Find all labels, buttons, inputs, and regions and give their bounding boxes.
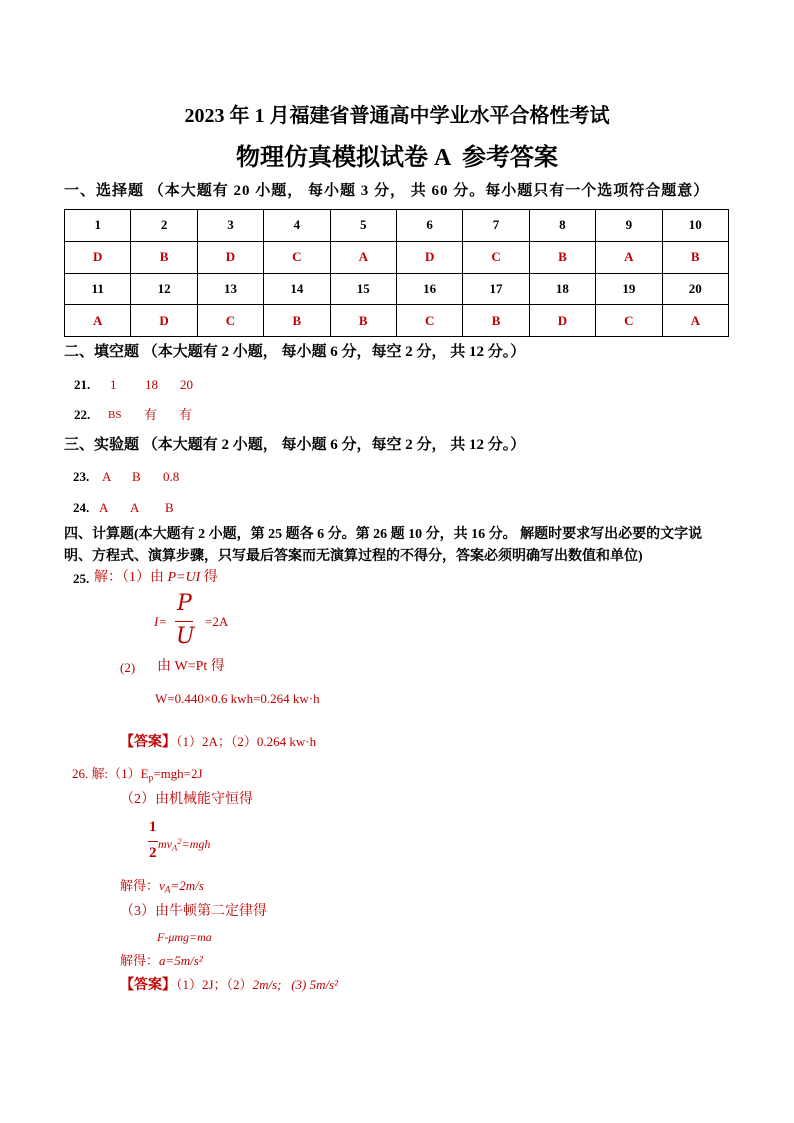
choice-answer: B (662, 241, 728, 273)
choice-answer: C (197, 305, 263, 337)
question-number: 26. (72, 766, 89, 781)
question-number: 20 (662, 273, 728, 305)
q26-result1 (120, 879, 204, 896)
question-number: 24. (73, 500, 90, 515)
q26-result2-value: a=5m/s² (159, 953, 203, 968)
q25-step2-calc: W=0.440×0.6 kwh=0.264 kw·h (155, 691, 320, 706)
choice-answer: B (264, 305, 330, 337)
blank-answer: 1 (110, 377, 117, 392)
question-number: 3 (197, 210, 263, 242)
question-number: 19 (596, 273, 662, 305)
question-number: 17 (463, 273, 529, 305)
q25-fraction-result: =2A (205, 614, 229, 629)
q26-step3-text: （3）由牛顿第二定律得 (120, 904, 267, 919)
choice-answer: A (596, 241, 662, 273)
choice-answer: C (463, 241, 529, 273)
choice-answer: D (396, 241, 462, 273)
paper-subtitle: 物理仿真模拟试卷 A 参考答案 (235, 145, 558, 171)
q25-answer (120, 735, 316, 750)
q26-step2-text: （2）由机械能守恒得 (120, 792, 253, 807)
question-number: 21. (74, 377, 91, 392)
blank-answer: A (130, 500, 140, 515)
choice-answer: B (529, 241, 595, 273)
q25-step2-label: (2) (120, 660, 136, 675)
q26-step1 (72, 767, 203, 784)
blank-answer: BS (108, 409, 122, 421)
blank-answer: 20 (180, 377, 193, 392)
question-number: 23. (73, 469, 90, 484)
q26-eq-sub: A (172, 842, 178, 853)
q25-step1-suffix: 得 (200, 570, 218, 585)
question-number: 4 (264, 210, 330, 242)
choice-answer: A (330, 241, 396, 273)
q25-fraction-lhs: I= (154, 614, 168, 629)
choice-answer: C (596, 305, 662, 337)
q25-fraction-denominator: U (176, 624, 195, 649)
q26-result1-value: =2m/s (170, 878, 204, 893)
question-number: 2 (131, 210, 197, 242)
question-number: 16 (396, 273, 462, 305)
choice-answer: B (463, 305, 529, 337)
exam-title: 2023 年 1 月福建省普通高中学业水平合格性考试 (184, 105, 610, 127)
q26-result1-sub: A (164, 885, 171, 896)
q25-step2-text: 由 W=Pt 得 (157, 659, 225, 674)
question-number: 6 (396, 210, 462, 242)
section-calculation-heading-cont: 明、方程式、演算步骤，只写最后答案而无演算过程的不得分，答案必须明确写出数值和单位) (64, 549, 643, 564)
blank-answer: A (99, 500, 109, 515)
question-number: 7 (463, 210, 529, 242)
choice-answer: D (65, 241, 131, 273)
q26-result1-var: v (159, 878, 165, 893)
table-row (65, 305, 729, 337)
section-experiment-heading: 三、实验题 （本大题有 2 小题， 每小题 6 分，每空 2 分， 共 12 分。） (64, 437, 526, 453)
q26-step1-suffix: =mgh=2J (153, 766, 203, 781)
q26-answer-text: （1）2J；（2） (176, 977, 253, 992)
blank-answer: 有 (144, 407, 158, 422)
choice-answer: D (197, 241, 263, 273)
choice-answer: A (662, 305, 728, 337)
q26-eq-sup: 2 (177, 836, 182, 846)
question-number: 9 (596, 210, 662, 242)
question-number: 15 (330, 273, 396, 305)
q25-step1 (94, 571, 218, 585)
question-number: 1 (65, 210, 131, 242)
q26-result2-prefix: 解得： (120, 953, 160, 968)
question-number: 12 (131, 273, 197, 305)
q26-fraction-denominator: 2 (149, 845, 157, 861)
question-number: 10 (662, 210, 728, 242)
question-number: 25. (73, 571, 90, 586)
question-number: 18 (529, 273, 595, 305)
blank-answer: 18 (145, 377, 158, 392)
choice-answer: B (131, 241, 197, 273)
section-choice-heading: 一、选择题 （本大题有 20 小题， 每小题 3 分， 共 60 分。每小题只有一个选项符合题意） (64, 183, 710, 199)
answer-label: 【答案】 (120, 978, 176, 993)
q26-eq-mv: mv (158, 836, 172, 851)
q26-answer-italic: 2m/s; (3) 5m/s² (252, 977, 339, 992)
q25-answer-text: （1）2A；（2）0.264 kw·h (176, 734, 317, 749)
choice-answer: A (65, 305, 131, 337)
choice-answer-table (64, 209, 729, 337)
blank-answer: A (102, 469, 112, 484)
choice-answer: C (264, 241, 330, 273)
choice-answer: D (131, 305, 197, 337)
q25-fraction-bar (175, 621, 193, 622)
section-calculation-heading: 四、计算题(本大题有 2 小题，第 25 题各 6 分。第 26 题 10 分，共 16 分。 解题时要求写出必要的文字说 (64, 527, 703, 542)
section-fill-heading: 二、填空题 （本大题有 2 小题， 每小题 6 分，每空 2 分， 共 12 分。） (64, 344, 526, 360)
question-number: 8 (529, 210, 595, 242)
q26-energy-equation (158, 837, 210, 852)
blank-answer: B (132, 469, 141, 484)
q26-fraction-numerator: 1 (149, 819, 157, 835)
blank-answer: 0.8 (163, 469, 180, 484)
q25-step1-formula: P=UI (167, 570, 201, 585)
q26-result2 (120, 954, 203, 967)
choice-answer: B (330, 305, 396, 337)
question-number: 14 (264, 273, 330, 305)
question-number: 13 (197, 273, 263, 305)
q26-step1-prefix: 解:（1）E (88, 766, 149, 781)
q26-fraction-bar (148, 841, 158, 842)
blank-answer: 有 (179, 407, 193, 422)
q26-eq-rhs: =mgh (181, 836, 211, 851)
question-number: 5 (330, 210, 396, 242)
question-number: 11 (65, 273, 131, 305)
blank-answer: B (165, 500, 174, 515)
q26-answer (120, 978, 338, 993)
table-row (65, 241, 729, 273)
q26-step1-sub: p (148, 773, 154, 784)
question-number: 22. (74, 407, 91, 422)
choice-answer: D (529, 305, 595, 337)
table-row (65, 210, 729, 242)
q26-result1-prefix: 解得： (120, 878, 160, 893)
answer-label: 【答案】 (120, 735, 176, 750)
q26-step3-equation: F-μmg=ma (157, 930, 212, 944)
q25-fraction-numerator: P (177, 591, 192, 616)
table-row (65, 273, 729, 305)
q25-step1-prefix: 解：（1）由 (94, 570, 168, 585)
choice-answer: C (396, 305, 462, 337)
